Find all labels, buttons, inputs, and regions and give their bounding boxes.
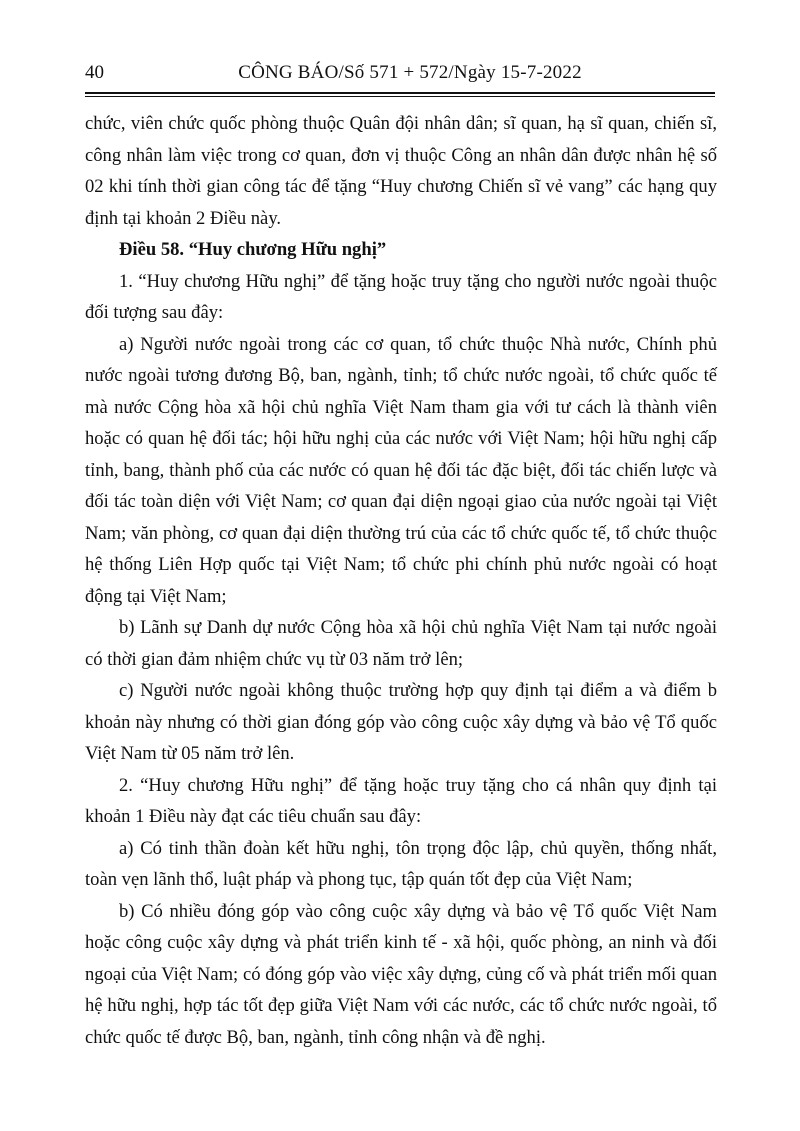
page-number: 40 <box>85 62 104 83</box>
page-header <box>85 62 715 84</box>
paragraph-58-2-b: b) Có nhiều đóng góp vào công cuộc xây dựng và bảo vệ Tổ quốc Việt Nam hoặc công cuộc xây dựng và phát triển kinh tế - xã hội, quốc phòng, an ninh và đối ngoại của Việt Nam; có đóng góp vào việc xây dựng, củng cố và phát triển mối quan hệ hữu nghị, hợp tác tốt đẹp giữa Việt Nam với các nước, các tổ chức nước ngoài, tổ chức quốc tế được Bộ, ban, ngành, tỉnh công nhận và đề nghị. <box>85 900 717 1048</box>
document-body <box>85 108 717 1053</box>
paragraph-58-1-b: b) Lãnh sự Danh dự nước Cộng hòa xã hội chủ nghĩa Việt Nam tại nước ngoài có thời gian đảm nhiệm chức vụ từ 03 năm trở lên; <box>85 617 717 670</box>
paragraph-continued: chức, viên chức quốc phòng thuộc Quân đội nhân dân; sĩ quan, hạ sĩ quan, chiến sĩ, công nhân làm việc trong cơ quan, đơn vị thuộc Công an nhân dân được nhân hệ số 02 khi tính thời gian công tác để tặng “Huy chương Chiến sĩ vẻ vang” các hạng quy định tại khoản 2 Điều này. <box>85 113 717 229</box>
header-title: CÔNG BÁO/Số 571 + 572/Ngày 15-7-2022 <box>238 62 582 83</box>
paragraph-58-1-a: a) Người nước ngoài trong các cơ quan, tổ chức thuộc Nhà nước, Chính phủ nước ngoài tương đương Bộ, ban, ngành, tỉnh; tổ chức nước ngoài, tổ chức quốc tế mà nước Cộng hòa xã hội chủ nghĩa Việt Nam tham gia với tư cách là thành viên hoặc có quan hệ đối tác; hội hữu nghị của các nước với Việt Nam; hội hữu nghị cấp tỉnh, bang, thành phố của các nước có quan hệ đối tác đặc biệt, đối tác chiến lược và đối tác toàn diện với Việt Nam; cơ quan đại diện ngoại giao của nước ngoài tại Việt Nam; văn phòng, cơ quan đại diện thường trú của các tổ chức quốc tế, tổ chức thuộc hệ thống Liên Hợp quốc tại Việt Nam; tổ chức phi chính phủ nước ngoài có hoạt động tại Việt Nam; <box>85 333 717 607</box>
paragraph-58-2-a: a) Có tinh thần đoàn kết hữu nghị, tôn trọng độc lập, chủ quyền, thống nhất, toàn vẹn lãnh thổ, luật pháp và phong tục, tập quán tốt đẹp của Việt Nam; <box>85 837 717 890</box>
divider-line-thin <box>85 96 715 97</box>
paragraph-58-1: 1. “Huy chương Hữu nghị” để tặng hoặc truy tặng cho người nước ngoài thuộc đối tượng sau đây: <box>85 270 717 323</box>
header-divider <box>85 92 715 97</box>
article-58-heading: Điều 58. “Huy chương Hữu nghị” <box>119 239 387 260</box>
paragraph-58-1-c: c) Người nước ngoài không thuộc trường hợp quy định tại điểm a và điểm b khoản này nhưng có thời gian đóng góp vào công cuộc xây dựng và bảo vệ Tổ quốc Việt Nam từ 05 năm trở lên. <box>85 680 717 764</box>
paragraph-58-2: 2. “Huy chương Hữu nghị” để tặng hoặc truy tặng cho cá nhân quy định tại khoản 1 Điều này đạt các tiêu chuẩn sau đây: <box>85 774 717 827</box>
